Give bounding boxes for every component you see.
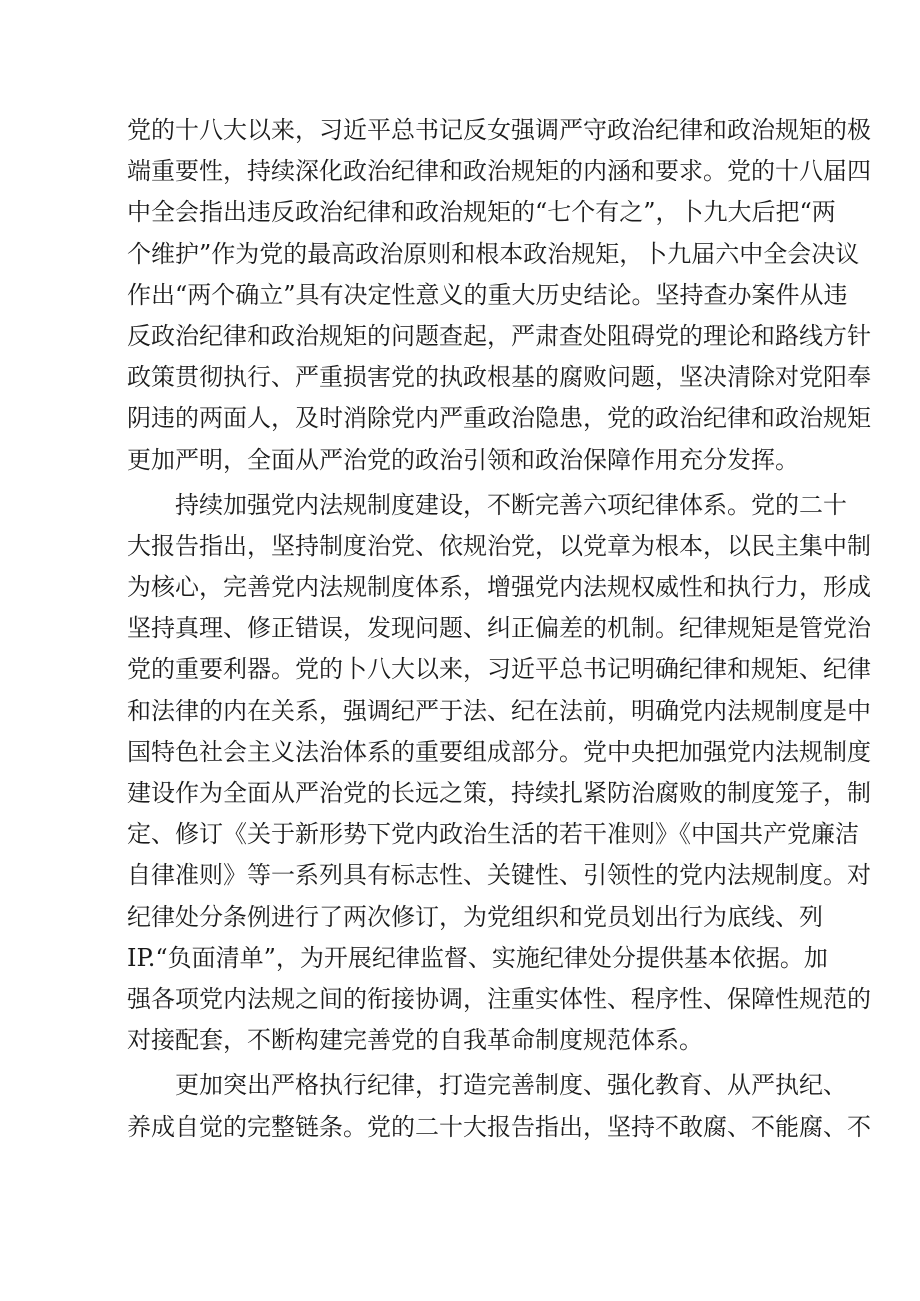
- text-line: 中全会指出违反政治纪律和政治规矩的“七个有之”，卜九大后把“两: [127, 198, 836, 227]
- text-line: 坚持真理、修正错误，发现问题、纠正偏差的机制。纪律规矩是管党治: [127, 614, 871, 643]
- text-line: 端重要性，持续深化政治纪律和政治规矩的内涵和要求。党的十八届四: [127, 157, 871, 186]
- text-line: 更加突出严格执行纪律，打造完善制度、强化教育、从严执纪、: [175, 1071, 847, 1100]
- text-line: 政策贯彻执行、严重损害党的执政根基的腐败问题，坚决清除对党阳奉: [127, 363, 871, 392]
- paragraph-1: [127, 110, 871, 481]
- text-line: 纪律处分条例进行了两次修订，为党组织和党员划出行为底线、列: [127, 902, 823, 931]
- text-line: 持续加强党内法规制度建设，不断完善六项纪律体系。党的二十: [175, 490, 847, 519]
- text-line: 养成自觉的完整链条。党的二十大报告指出，坚持不敢腐、不能腐、不: [127, 1112, 871, 1141]
- paragraph-2: [127, 485, 871, 1062]
- text-line: IP.“负面清单”，为开展纪律监督、实施纪律处分提供基本依据。加: [127, 943, 828, 972]
- text-line: 国特色社会主义法治体系的重要组成部分。党中央把加强党内法规制度: [127, 737, 871, 766]
- document-body: [127, 110, 871, 1148]
- text-line: 大报告指出，坚持制度治党、依规治党，以党章为根本，以民主集中制: [127, 531, 871, 560]
- text-line: 更加严明，全面从严治党的政治引领和政治保障作用充分发挥。: [127, 445, 799, 474]
- text-line: 和法律的内在关系，强调纪严于法、纪在法前，明确党内法规制度是中: [127, 696, 871, 725]
- text-line: 作出“两个确立”具有决定性意义的重大历史结论。坚持查办案件从违: [127, 280, 848, 309]
- text-line: 定、修订《关于新形势下党内政治生活的若干准则》《中国共产党廉洁: [127, 820, 859, 849]
- text-line: 党的重要利器。党的卜八大以来，习近平总书记明确纪律和规矩、纪律: [127, 655, 871, 684]
- text-line: 个维护”作为党的最高政治原则和根本政治规矩，卜九届六中全会决议: [127, 239, 860, 268]
- text-line: 党的十八大以来，习近平总书记反女强调严守政治纪律和政治规矩的极: [127, 116, 871, 144]
- text-line: 强各项党内法规之间的衔接协调，注重实体性、程序性、保障性规范的: [127, 984, 871, 1013]
- text-line: 为核心，完善党内法规制度体系，增强党内法规权威性和执行力，形成: [127, 573, 871, 602]
- paragraph-3: [127, 1065, 871, 1147]
- text-line: 阴违的两面人，及时消除党内严重政治隐患，党的政治纪律和政治规矩: [127, 404, 871, 433]
- text-line: 自律准则》等一系列具有标志性、关键性、引领性的党内法规制度。对: [127, 861, 871, 890]
- text-line: 反政治纪律和政治规矩的问题查起，严肃查处阻碍党的理论和路线方针: [127, 321, 871, 350]
- text-line: 对接配套，不断构建完善党的自我革命制度规范体系。: [127, 1026, 703, 1055]
- text-line: 建设作为全面从严治党的长远之策，持续扎紧防治腐败的制度笼子，制: [127, 779, 871, 807]
